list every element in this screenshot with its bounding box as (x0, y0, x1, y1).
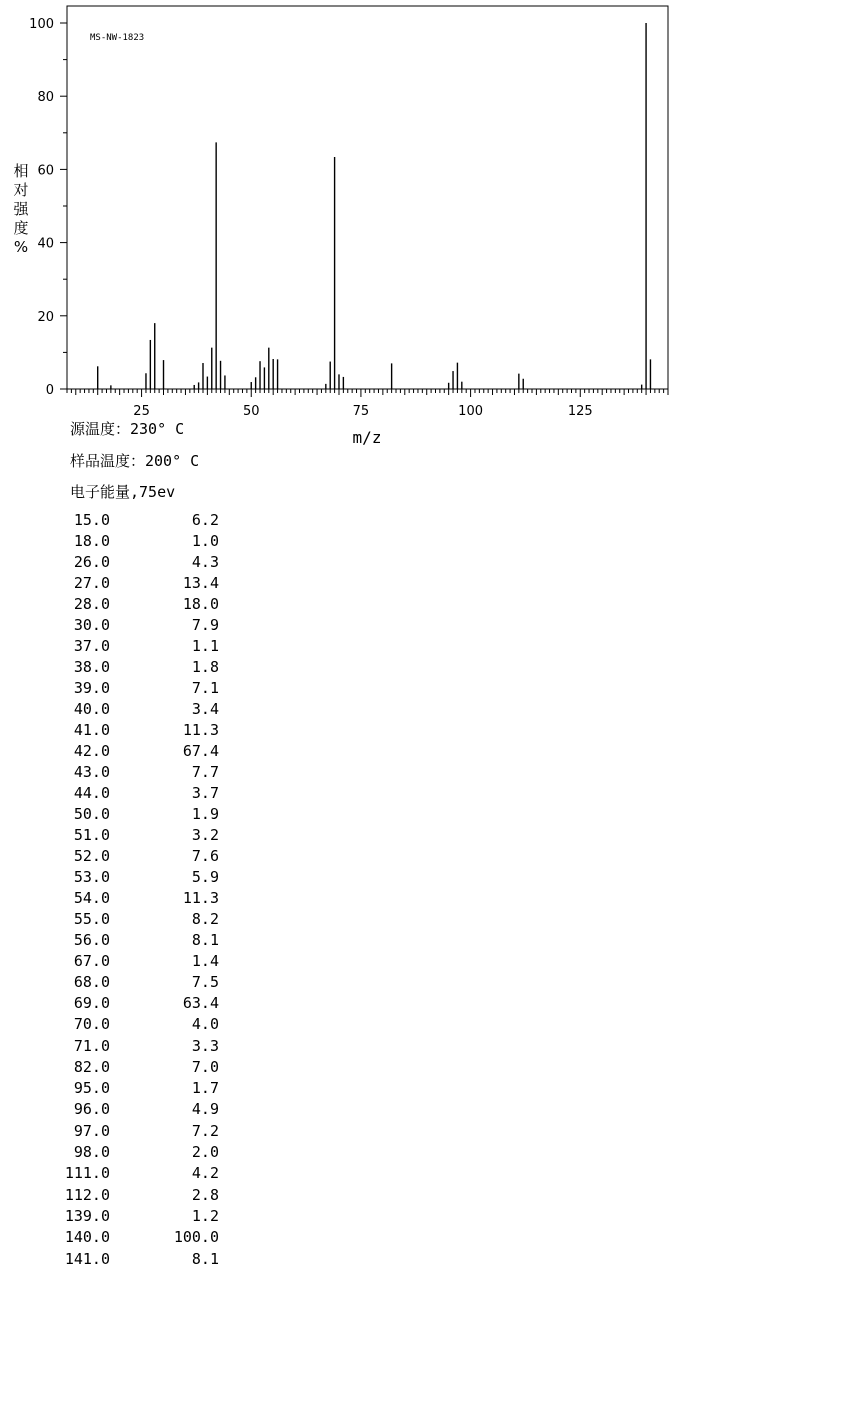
abundance-value: 3.7 (191, 784, 219, 802)
peak-table-row (0, 573, 240, 594)
mz-value: 98.0 (73, 1143, 110, 1162)
mz-value: 51.0 (73, 826, 110, 844)
mz-value: 52.0 (73, 847, 110, 865)
abundance-value: 18.0 (182, 595, 219, 613)
abundance-value: 1.1 (191, 637, 219, 655)
source-temperature: 源温度：230° C (70, 420, 185, 438)
mz-value: 38.0 (73, 658, 110, 676)
x-tick-label: 25 (133, 404, 150, 419)
mz-value: 139.0 (64, 1206, 110, 1225)
mz-value: 112.0 (64, 1185, 110, 1204)
mz-value: 71.0 (73, 1036, 110, 1055)
peak-table-row (0, 636, 240, 657)
peak-table-row (0, 930, 240, 951)
peak-table-row (0, 1206, 240, 1227)
peak-table-row (0, 657, 240, 678)
peak-table-row (0, 1185, 240, 1206)
y-axis-label-char: % (13, 238, 29, 256)
peak-table-row (0, 1121, 240, 1142)
abundance-value: 1.0 (191, 532, 219, 550)
abundance-value: 1.2 (191, 1206, 219, 1225)
abundance-value: 1.9 (191, 805, 219, 823)
plot-frame (67, 6, 668, 389)
peak-table-row (0, 804, 240, 825)
peak-table-row (0, 1249, 240, 1270)
peak-table-row (0, 741, 240, 762)
abundance-value: 7.5 (191, 973, 219, 991)
y-tick-label: 40 (37, 236, 54, 252)
abundance-value: 4.2 (191, 1164, 219, 1183)
mass-spectrum-chart (0, 0, 850, 450)
abundance-value: 7.1 (191, 679, 219, 697)
mz-value: 68.0 (73, 973, 110, 991)
peak-table-row (0, 510, 240, 531)
abundance-value: 7.6 (191, 847, 219, 865)
mz-value: 44.0 (73, 784, 110, 802)
mz-value: 70.0 (73, 1015, 110, 1034)
x-axis (67, 389, 668, 419)
peak-table-row (0, 762, 240, 783)
abundance-value: 100.0 (173, 1228, 219, 1247)
x-tick-label: 100 (458, 404, 484, 419)
abundance-value: 8.2 (191, 910, 219, 928)
peak-table-row (0, 909, 240, 930)
sample-temperature: 样品温度：200° C (70, 452, 200, 470)
mz-value: 30.0 (73, 616, 110, 634)
mz-value: 42.0 (73, 742, 110, 760)
peak-table-row (0, 594, 240, 615)
abundance-value: 5.9 (191, 868, 219, 886)
x-tick-label: 125 (567, 404, 593, 419)
peak-table-row (0, 951, 240, 972)
peak-table-row (0, 699, 240, 720)
peak-table (0, 510, 240, 1270)
peak-table-row (0, 720, 240, 741)
mz-value: 69.0 (73, 994, 110, 1012)
abundance-value: 67.4 (182, 742, 219, 760)
y-tick-label: 60 (37, 163, 54, 179)
y-axis-label-char: 对 (13, 181, 29, 199)
peak-table-row (0, 846, 240, 867)
mz-value: 141.0 (64, 1249, 110, 1268)
peak-table-row (0, 1014, 240, 1035)
abundance-value: 2.0 (191, 1143, 219, 1162)
y-tick-label: 20 (37, 309, 54, 325)
mz-value: 40.0 (73, 700, 110, 718)
abundance-value: 1.7 (191, 1079, 219, 1098)
mz-value: 56.0 (73, 931, 110, 949)
mz-value: 82.0 (73, 1057, 110, 1076)
peak-table-row (0, 1099, 240, 1120)
mz-value: 15.0 (73, 511, 110, 529)
abundance-value: 6.2 (191, 511, 219, 529)
peak-table-row (0, 783, 240, 804)
abundance-value: 11.3 (182, 721, 219, 739)
abundance-value: 1.4 (191, 952, 219, 970)
mz-value: 111.0 (64, 1164, 110, 1183)
mz-value: 96.0 (73, 1100, 110, 1119)
abundance-value: 63.4 (182, 994, 219, 1012)
abundance-value: 11.3 (182, 889, 219, 907)
mz-value: 50.0 (73, 805, 110, 823)
abundance-value: 3.4 (191, 700, 219, 718)
peak-table-row (0, 1078, 240, 1099)
mz-value: 54.0 (73, 889, 110, 907)
y-axis-label (13, 162, 29, 256)
mz-value: 27.0 (73, 574, 110, 592)
abundance-value: 13.4 (182, 574, 219, 592)
abundance-value: 7.7 (191, 763, 219, 781)
abundance-value: 2.8 (191, 1185, 219, 1204)
peak-table-row (0, 1163, 240, 1184)
y-tick-label: 80 (37, 90, 54, 106)
x-tick-label: 75 (352, 404, 370, 419)
abundance-value: 7.9 (191, 616, 219, 634)
mz-value: 43.0 (73, 763, 110, 781)
peak-table-row (0, 867, 240, 888)
abundance-value: 4.3 (191, 553, 219, 571)
x-axis-label: m/z (352, 428, 382, 447)
peak-table-row (0, 972, 240, 993)
peak-table-row (0, 678, 240, 699)
peak-table-row (0, 531, 240, 552)
abundance-value: 4.0 (191, 1015, 219, 1034)
y-axis-label-char: 强 (13, 200, 29, 218)
spectrum-peaks (98, 23, 651, 389)
abundance-value: 4.9 (191, 1100, 219, 1119)
abundance-value: 8.1 (191, 1249, 219, 1268)
peak-table-row (0, 552, 240, 573)
y-axis (29, 17, 67, 398)
mz-value: 18.0 (73, 532, 110, 550)
mz-value: 53.0 (73, 868, 110, 886)
abundance-value: 7.0 (191, 1057, 219, 1076)
mz-value: 39.0 (73, 679, 110, 697)
peak-table-row (0, 1036, 240, 1057)
abundance-value: 1.8 (191, 658, 219, 676)
abundance-value: 3.3 (191, 1036, 219, 1055)
y-tick-label: 0 (45, 383, 54, 398)
peak-table-row (0, 1227, 240, 1248)
mz-value: 28.0 (73, 595, 110, 613)
abundance-value: 8.1 (191, 931, 219, 949)
electron-energy: 电子能量,75ev (70, 483, 176, 501)
abundance-value: 3.2 (191, 826, 219, 844)
mz-value: 37.0 (73, 637, 110, 655)
chart-title: MS-NW-1823 (90, 33, 145, 43)
peak-table-row (0, 1142, 240, 1163)
x-tick-label: 50 (242, 404, 260, 419)
peak-table-row (0, 888, 240, 909)
y-axis-label-char: 度 (13, 219, 29, 237)
mz-value: 140.0 (64, 1228, 110, 1247)
mz-value: 41.0 (73, 721, 110, 739)
peak-table-row (0, 993, 240, 1014)
mz-value: 95.0 (73, 1079, 110, 1098)
mz-value: 55.0 (73, 910, 110, 928)
abundance-value: 7.2 (191, 1121, 219, 1140)
mz-value: 67.0 (73, 952, 110, 970)
peak-table-row (0, 1057, 240, 1078)
mz-value: 26.0 (73, 553, 110, 571)
y-tick-label: 100 (29, 17, 54, 32)
mz-value: 97.0 (73, 1121, 110, 1140)
peak-table-row (0, 615, 240, 636)
y-axis-label-char: 相 (13, 162, 29, 180)
peak-table-row (0, 825, 240, 846)
